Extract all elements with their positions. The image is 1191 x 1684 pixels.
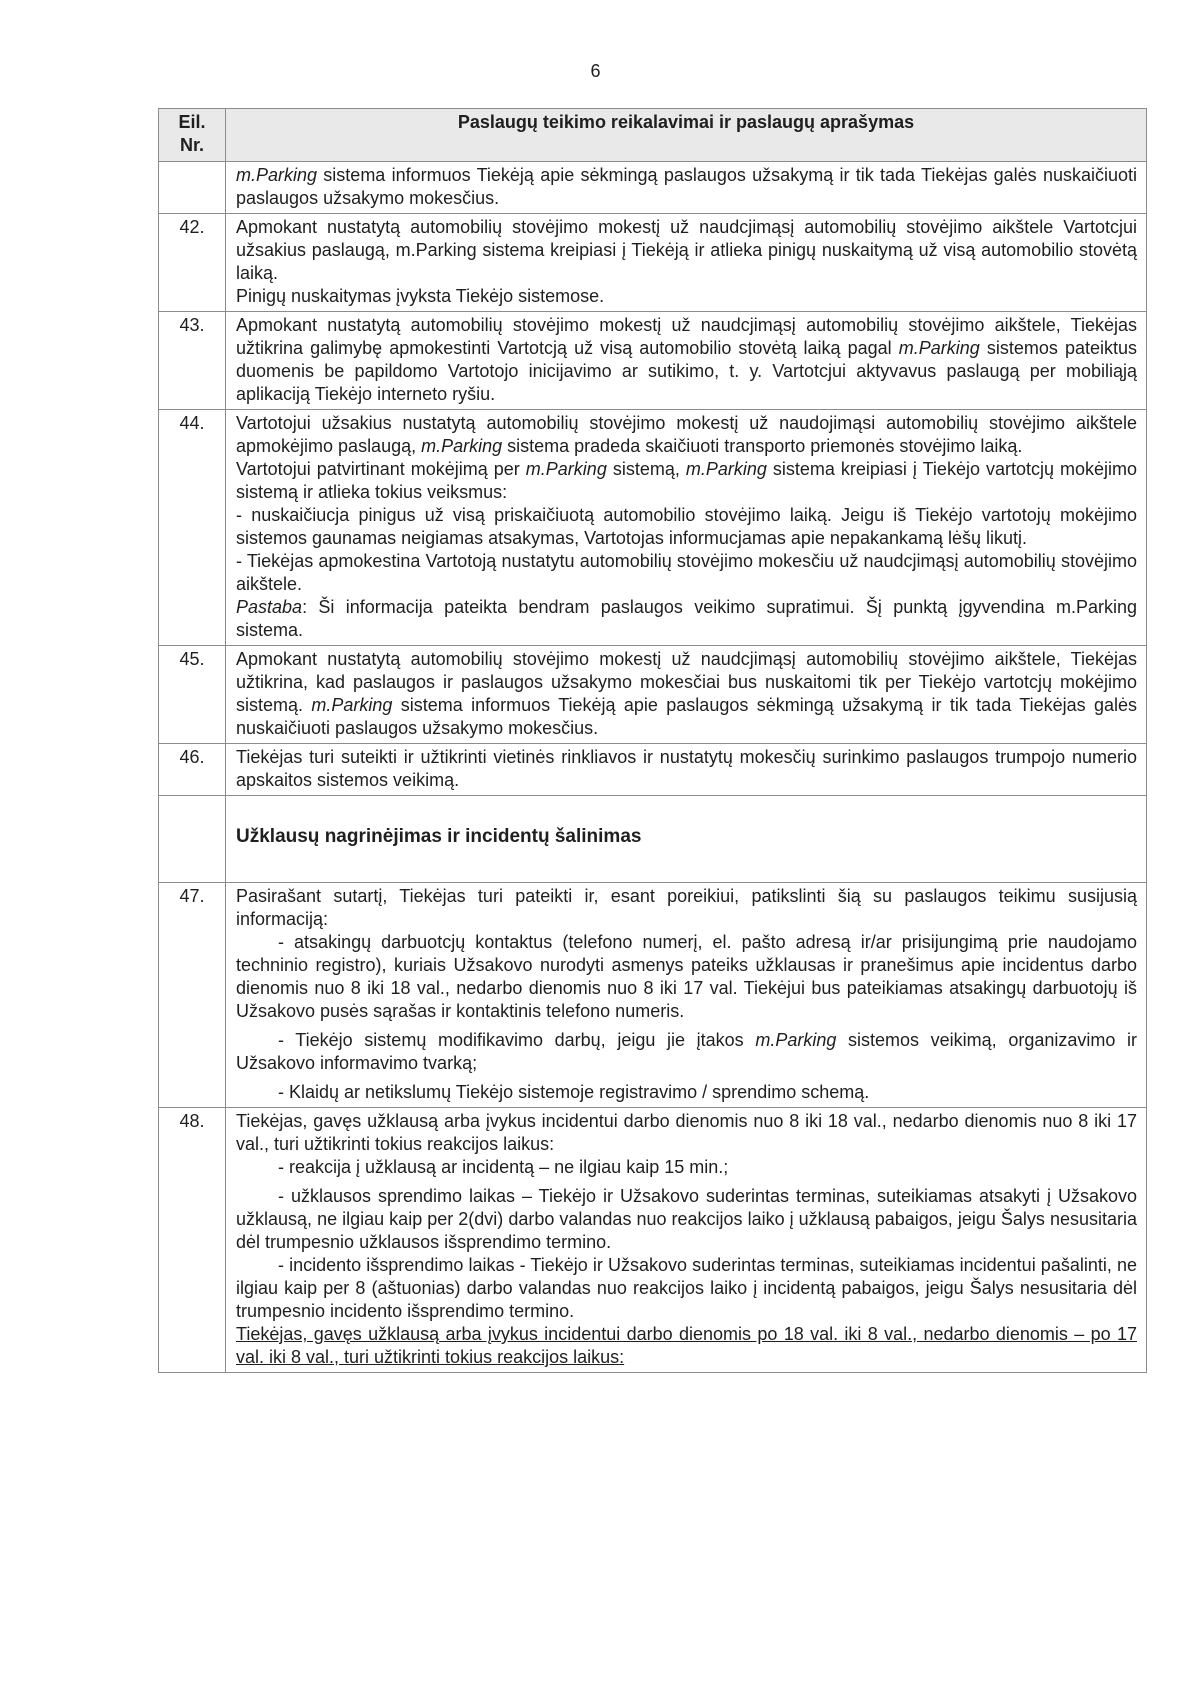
table-row bbox=[159, 796, 1147, 883]
table-row bbox=[159, 162, 1147, 214]
row-content bbox=[226, 312, 1147, 410]
paragraph: - užklausos sprendimo laikas – Tiekėjo ir Užsakovo suderintas terminas, suteikiamas atsakyti į Užsakovo užklausą, ne ilgiau kaip per 2(dvi) darbo valandas nuo reakcijos laiko į užklausą pabaigos, jeigu Šalys nesusitaria dėl trumpesnio užklausos išsprendimo termino. bbox=[236, 1186, 1137, 1252]
row-number: 43. bbox=[159, 312, 226, 410]
header-number-label-line1: Eil. bbox=[178, 112, 206, 132]
paragraph: Pinigų nuskaitymas įvyksta Tiekėjo sistemose. bbox=[236, 286, 605, 306]
paragraph: Tiekėjas turi suteikti ir užtikrinti vietinės rinkliavos ir nustatytų mokesčių surinkimo paslaugos trumpojo numerio apskaitos sistemos veikimą. bbox=[236, 747, 1137, 790]
table-row bbox=[159, 410, 1147, 646]
table-row bbox=[159, 883, 1147, 1108]
row-content bbox=[226, 410, 1147, 646]
row-number bbox=[159, 162, 226, 214]
paragraph: m.Parking sistema informuos Tiekėją apie sėkmingą paslaugos užsakymą ir tik tada Tiekėjas galės nuskaičiuoti paslaugos užsakymo mokesčius. bbox=[236, 165, 1137, 208]
table-row bbox=[159, 646, 1147, 744]
page-number: 6 bbox=[590, 61, 601, 81]
row-number bbox=[159, 796, 226, 883]
header-number-label-line2: Nr. bbox=[179, 135, 204, 155]
paragraph: Tiekėjas, gavęs užklausą arba įvykus incidentui darbo dienomis nuo 8 iki 18 val., nedarbo dienomis nuo 8 iki 17 val., turi užtikrinti tokius reakcijos laikus: bbox=[236, 1111, 1137, 1154]
row-content bbox=[226, 162, 1147, 214]
row-number: 44. bbox=[159, 410, 226, 646]
row-content bbox=[226, 744, 1147, 796]
paragraph: - Tiekėjo sistemų modifikavimo darbų, jeigu jie įtakos m.Parking sistemos veikimą, organizavimo ir Užsakovo informavimo tvarką; bbox=[236, 1030, 1138, 1073]
section-heading: Užklausų nagrinėjimas ir incidentų šalinimas bbox=[236, 826, 642, 847]
paragraph: - nuskaičiucja pinigus už visą priskaičiuotą automobilio stovėjimo laiką. Jeigu iš Tiekėjo vartotojų mokėjimo sistemos gaunamas neigiamas atsakymas, Vartotojas informucjamas apie nepakankamą lėšų likutį. bbox=[236, 505, 1137, 548]
table-row bbox=[159, 214, 1147, 312]
row-content bbox=[226, 883, 1147, 1108]
paragraph: - Klaidų ar netikslumų Tiekėjo sistemoje registravimo / sprendimo schemą. bbox=[278, 1082, 870, 1102]
paragraph: Apmokant nustatytą automobilių stovėjimo mokestį už naudcjimąsį automobilių stovėjimo aikštele, Tiekėjas užtikrina galimybę apmokestinti Vartotcją už visą automobilio stovėtą laiką pagal m.Parking sistemos pateiktus duomenis be papildomo Vartotojo inicijavimo ar sutikimo, t. y. Vartotcjui aktyvavus paslaugą per mobiliąją aplikaciją Tiekėjo interneto ryšiu. bbox=[236, 315, 1137, 404]
row-number: 42. bbox=[159, 214, 226, 312]
table-row bbox=[159, 1108, 1147, 1373]
row-content bbox=[226, 646, 1147, 744]
header-cell-number bbox=[159, 109, 226, 162]
row-number: 48. bbox=[159, 1108, 226, 1373]
paragraph: Apmokant nustatytą automobilių stovėjimo mokestį už naudcjimąsį automobilių stovėjimo aikštele Vartotcjui užsakius paslaugą, m.Parking sistema kreipiasi į Tiekėją ir atlieka pinigų nuskaitymą už visą automobilio stovėtą laiką. bbox=[236, 217, 1137, 283]
table-row bbox=[159, 744, 1147, 796]
paragraph: Vartotojui užsakius nustatytą automobilių stovėjimo mokestį už naudojimąsi automobilių stovėjimo aikštele apmokėjimo paslaugą, m.Parking sistema pradeda skaičiuoti transporto priemonės stovėjimo laiką. bbox=[236, 413, 1137, 456]
paragraph: Pastaba: Ši informacija pateikta bendram paslaugos veikimo supratimui. Šį punktą įgyvendina m.Parking sistema. bbox=[236, 597, 1137, 640]
paragraph: - reakcija į užklausą ar incidentą – ne ilgiau kaip 15 min.; bbox=[278, 1157, 729, 1177]
paragraph: - Tiekėjas apmokestina Vartotoją nustatytu automobilių stovėjimo mokesčiu už naudcjimąsį automobilių stovėjimo aikštele. bbox=[236, 551, 1137, 594]
row-number: 47. bbox=[159, 883, 226, 1108]
row-number: 45. bbox=[159, 646, 226, 744]
table-row bbox=[159, 312, 1147, 410]
paragraph: - incidento išsprendimo laikas - Tiekėjo ir Užsakovo suderintas terminas, suteikiamas incidentui pašalinti, ne ilgiau kaip per 8 (aštuonias) darbo valandas nuo reakcijos laiko į incidentą pabaigos, jeigu Šalys nesusitaria dėl trumpesnio incidento išsprendimo termino. bbox=[236, 1255, 1137, 1321]
paragraph: Apmokant nustatytą automobilių stovėjimo mokestį už naudcjimąsį automobilių stovėjimo aikštele, Tiekėjas užtikrina, kad paslaugos ir paslaugos užsakymo mokesčiai bus nuskaitomi tik per Tiekėjo vartotcjų mokėjimo sistemą. m.Parking sistema informuos Tiekėją apie paslaugos sėkmingą užsakymą ir tik tada Tiekėjas galės nuskaičiuoti paslaugos užsakymo mokesčius. bbox=[236, 649, 1137, 738]
row-content bbox=[226, 1108, 1147, 1373]
header-cell-description: Paslaugų teikimo reikalavimai ir paslaugų aprašymas bbox=[226, 109, 1147, 162]
row-content bbox=[226, 796, 1147, 883]
paragraph: Vartotojui patvirtinant mokėjimą per m.Parking sistemą, m.Parking sistema kreipiasi į Tiekėjo vartotcjų mokėjimo sistemą ir atlieka tokius veiksmus: bbox=[236, 459, 1138, 502]
row-number: 46. bbox=[159, 744, 226, 796]
row-content bbox=[226, 214, 1147, 312]
table-body bbox=[159, 162, 1147, 1373]
paragraph: - atsakingų darbuotcjų kontaktus (telefono numerį, el. pašto adresą ir/ar prisijungimą prie naudojamo techninio registro), kuriais Užsakovo nurodyti asmenys pateiks užklausas ir pranešimus apie incidentus darbo dienomis nuo 8 iki 18 val., nedarbo dienomis nuo 8 iki 17 val. Tiekėjui bus pateikiamas atsakingų darbuotojų iš Užsakovo pusės sąrašas ir kontaktinis telefono numeris. bbox=[236, 932, 1137, 1021]
requirements-table bbox=[158, 108, 1147, 1373]
paragraph: Tiekėjas, gavęs užklausą arba įvykus incidentui darbo dienomis po 18 val. iki 8 val., nedarbo dienomis – po 17 val. iki 8 val., turi užtikrinti tokius reakcijos laikus: bbox=[236, 1324, 1137, 1367]
table-header-row bbox=[159, 109, 1147, 162]
paragraph: Pasirašant sutartį, Tiekėjas turi pateikti ir, esant poreikiui, patikslinti šią su paslaugos teikimu susijusią informaciją: bbox=[236, 886, 1137, 929]
